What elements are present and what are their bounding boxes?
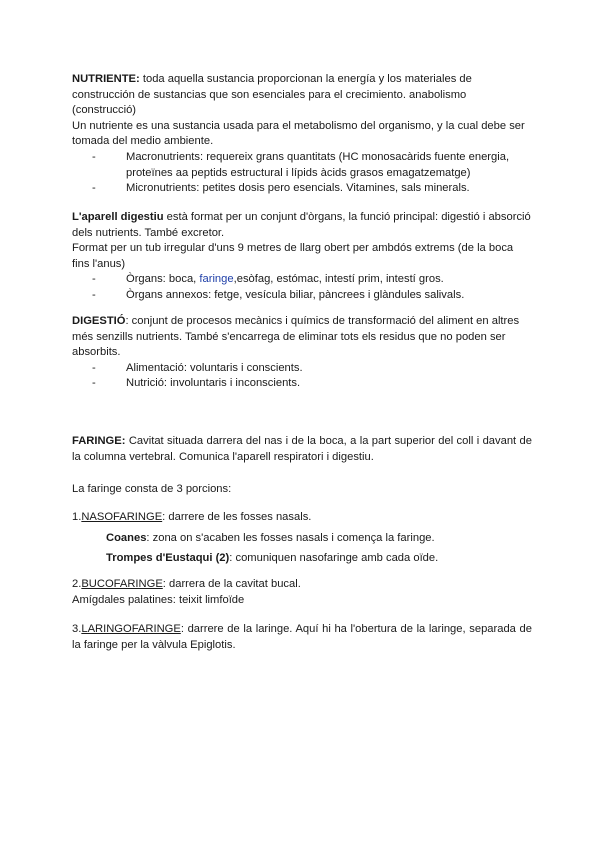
digestio-definition (72, 314, 532, 361)
trompes-term: Trompes d'Eustaqui (2) (106, 552, 230, 565)
faringe-intro (72, 482, 532, 498)
section-faringe (72, 434, 532, 465)
faringe-intro-text: La faringe consta de 3 porcions: (72, 483, 232, 495)
faringe-definition (72, 434, 532, 465)
list-item: - Alimentació: voluntaris i conscients. (92, 361, 532, 377)
nutriente-heading: NUTRIENTE: (72, 73, 140, 85)
bucofaringe-number: 2. (72, 578, 82, 590)
aparell-heading: L'aparell digestiu (72, 211, 164, 223)
organs-list (72, 272, 532, 303)
aparell-def-text: està format per un conjunt d'òrgans, la funció principal: digestió i absorció dels nutrients. També excretor. (72, 211, 531, 239)
aparell-definition (72, 210, 532, 241)
bucofaringe-term: BUCOFARINGE (81, 578, 163, 590)
faringe-def-text: Cavitat situada darrera del nas i de la boca, a la part superior del coll i davant de la columna vertebral. Comunica l'aparell respiratori i digestiu. (72, 435, 532, 463)
digestio-heading: DIGESTIÓ (72, 315, 126, 327)
bucofaringe-def: : darrera de la cavitat bucal. (162, 578, 301, 590)
list-item: - Macronutrients: requereix grans quantitats (HC monosacàrids fuente energia, proteïnes aa peptids estructural i lípids àcids grasos emagatzematge) (92, 150, 532, 181)
nasofaringe-term: NASOFARINGE (81, 511, 163, 523)
list-item: - Micronutrients: petites dosis pero esencials. Vitamines, sals minerals. (92, 181, 532, 197)
laringofaringe-def: : darrere de la laringe. Aquí hi ha l'obertura de la laringe, separada de la faringe per la vàlvula Epiglotis. (72, 623, 532, 651)
laringofaringe-term: LARINGOFARINGE (81, 623, 181, 635)
aparell-line2: Format per un tub irregular d'uns 9 metres de llarg obert per ambdós extrems (de la boca fins l'anus) (72, 242, 514, 270)
coanes-line (72, 531, 532, 547)
nutrient-list (72, 150, 532, 197)
nasofaringe-def: : darrere de les fosses nasals. (162, 511, 312, 523)
section-aparell (72, 210, 532, 304)
list-item: - Nutrició: involuntaris i inconscients. (92, 376, 532, 392)
trompes-def: : comuniquen nasofaringe amb cada oïde. (229, 552, 439, 565)
nasofaringe-number: 1. (72, 511, 82, 523)
organs-text-rest: ,esòfag, estómac, intestí prim, intestí gros. (233, 273, 444, 286)
list-item: - Òrgans annexos: fetge, vesícula biliar, pàncrees i glàndules salivals. (92, 288, 532, 304)
nutriente-line2: Un nutriente es una sustancia usada para el metabolismo del organismo, y la cual debe ser tomada del medio ambiente. (72, 119, 525, 148)
nutriente-definition (72, 72, 532, 119)
section-digestio (72, 314, 532, 392)
coanes-def: : zona on s'acaben les fosses nasals i comença la faringe. (146, 531, 435, 544)
digestio-def-text: : conjunt de procesos mecànics i químics de transformació del aliment en altres més senzills nutrients. També s'encarrega de eliminar tots els residus que no poden ser absorbits. (72, 315, 520, 359)
bucofaringe-section (72, 577, 532, 608)
laringofaringe-number: 3. (72, 623, 82, 635)
nasofaringe-section (72, 510, 532, 567)
amigdales-line: Amígdales palatines: teixit limfoïde (72, 593, 245, 606)
nasofaringe-line (72, 510, 532, 526)
laringofaringe-section (72, 622, 532, 653)
trompes-line (72, 551, 532, 567)
laringofaringe-line (72, 622, 532, 653)
bucofaringe-line (72, 577, 532, 593)
list-item (92, 272, 532, 288)
organs-text: Òrgans: boca, (126, 273, 200, 286)
section-nutriente (72, 72, 532, 197)
nutriente-def-text: toda aquella sustancia proporcionan la energía y los materiales de construcción de sustancias que son esenciales para el crecimiento. anabolismo (construcció) (72, 73, 472, 117)
digestio-list (72, 361, 532, 392)
coanes-term: Coanes (106, 531, 147, 544)
faringe-link[interactable]: faringe (199, 273, 234, 286)
faringe-heading: FARINGE: (72, 435, 126, 447)
